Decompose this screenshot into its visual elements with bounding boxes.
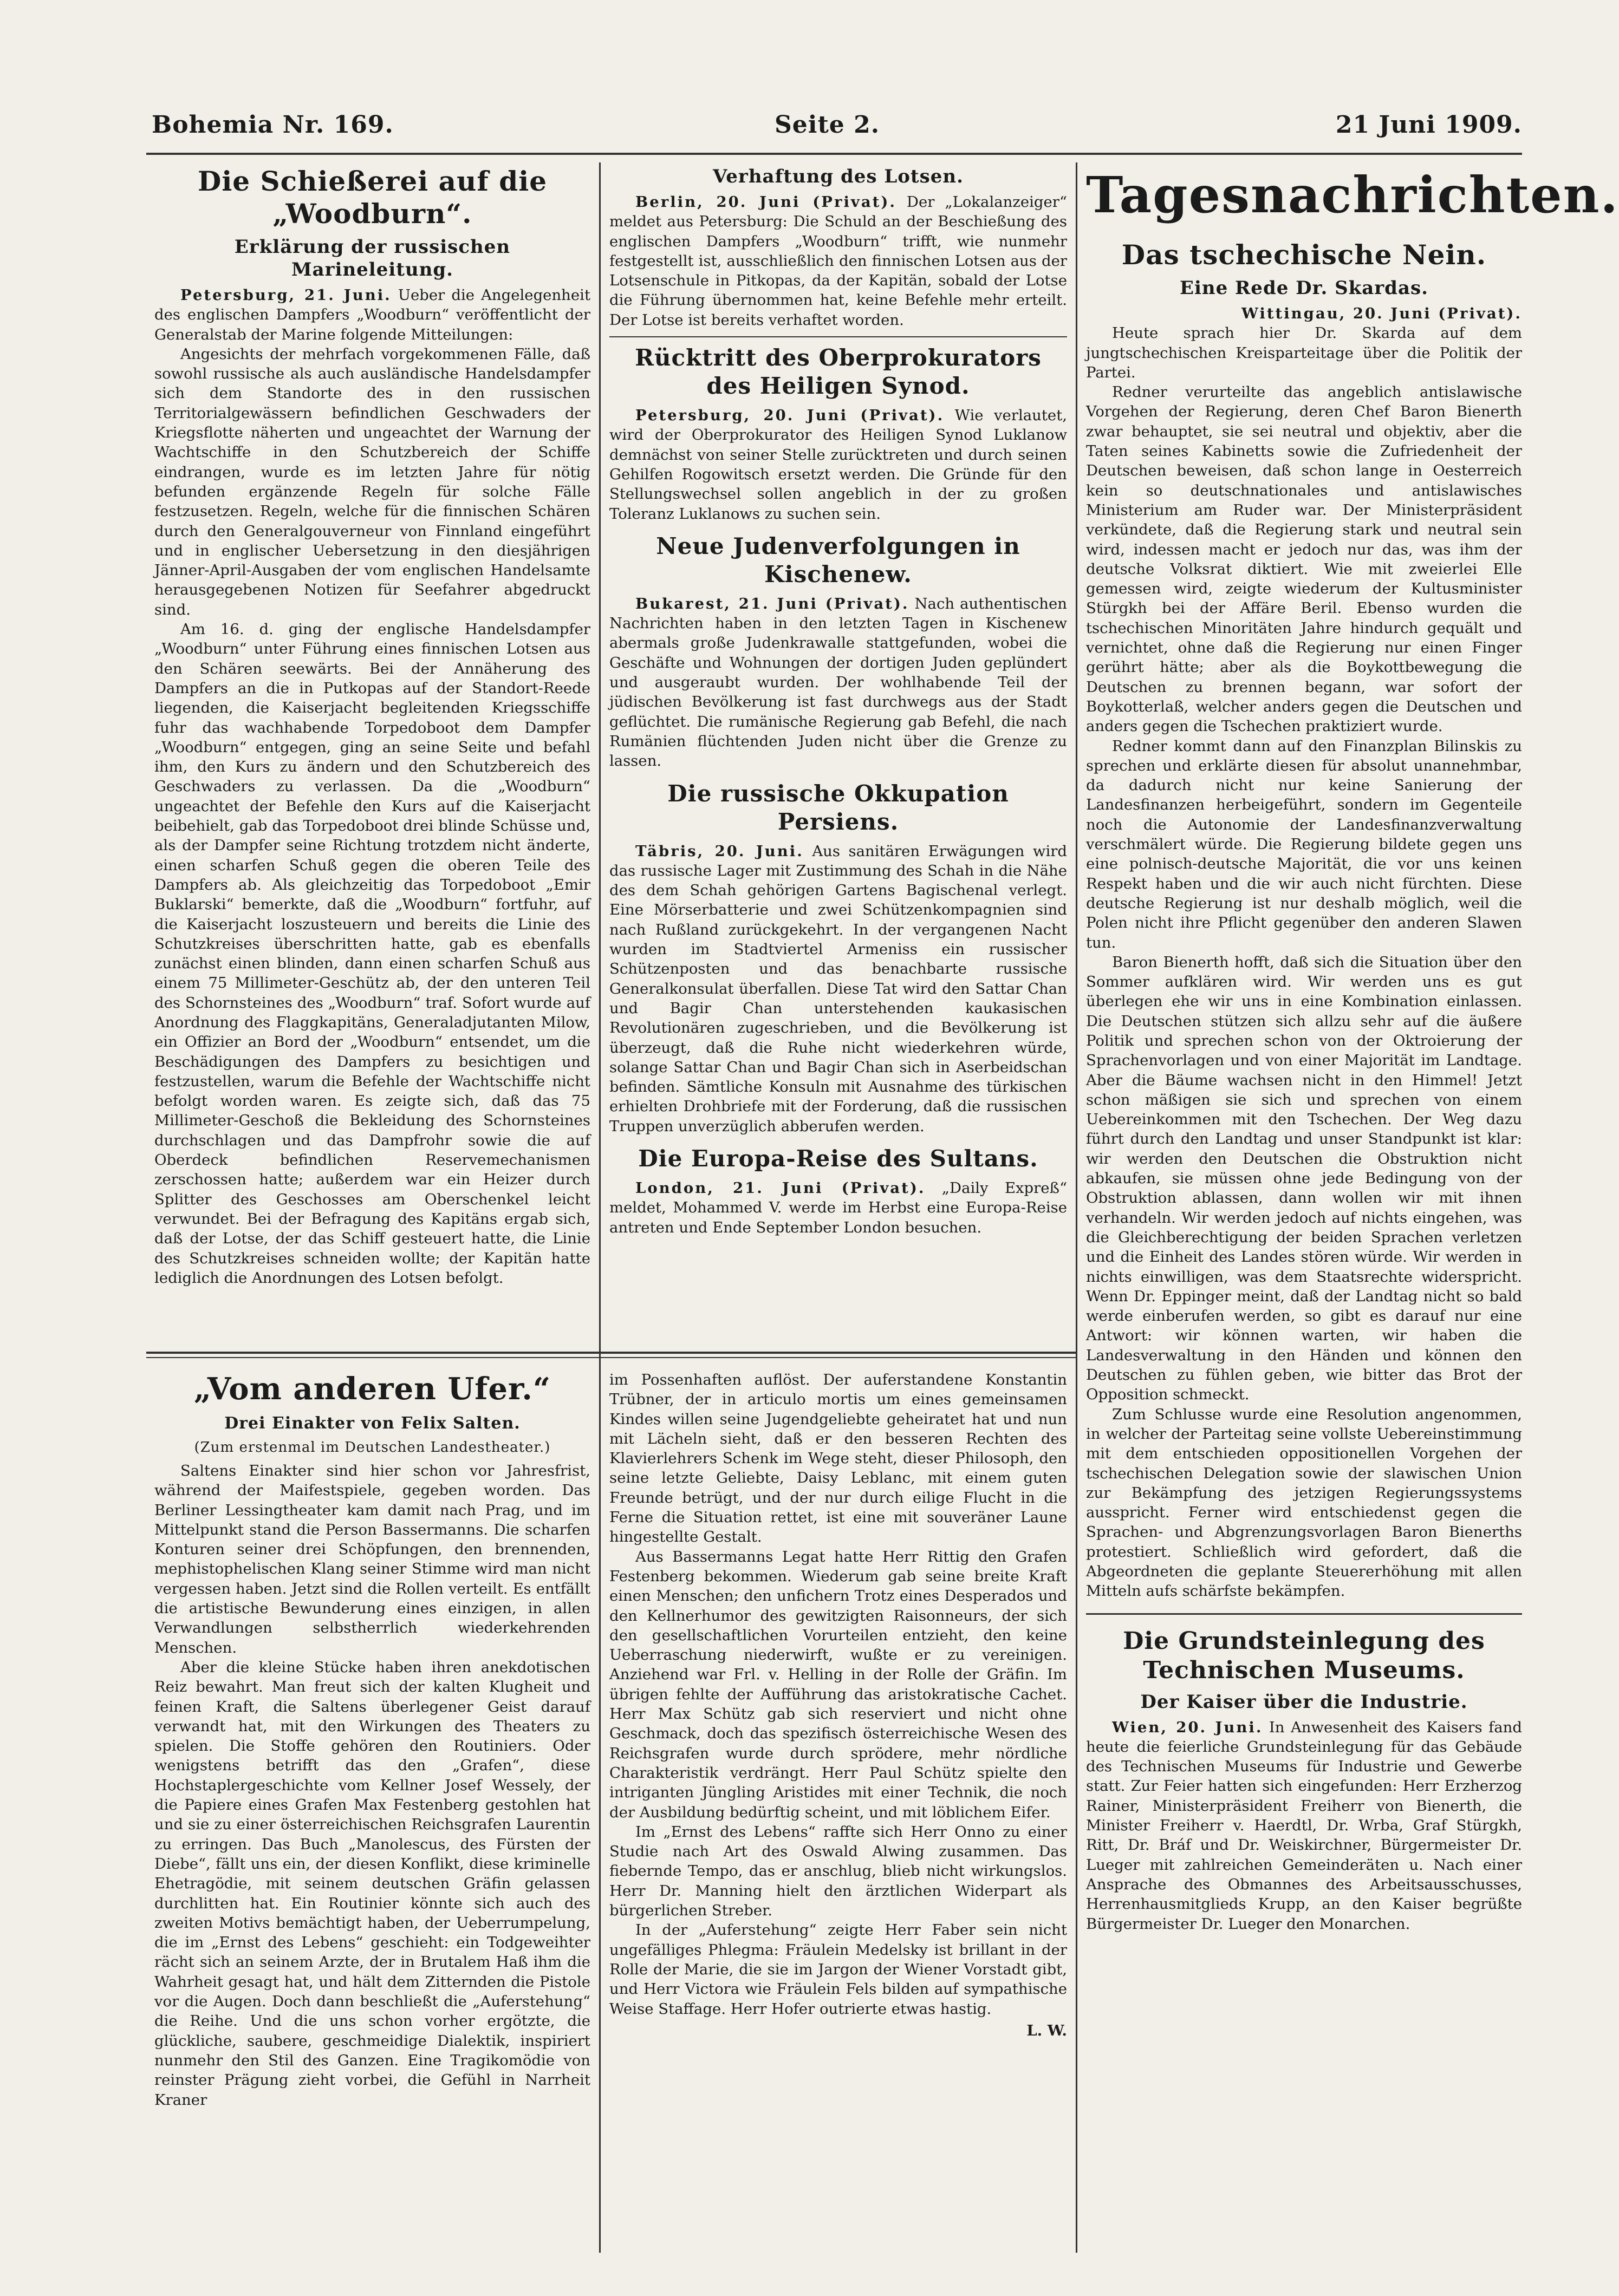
nein-paragraph: Heute sprach hier Dr. Skarda auf dem jungtschechischen Kreisparteitage über die Politik der Partei. [1086,324,1522,381]
feuilleton-title: „Vom anderen Ufer.“ [193,1371,551,1407]
woodburn-paragraph: Angesichts der mehrfach vorgekommenen Fälle, daß sowohl russische als auch ausländische Handelsdampfer sich dem Standorte des in den russischen Territorialgewässern befindlichen Geschwaders der Kriegsflotte näherten und ungeachtet der Warnung der Wachtschiffe in den Schutzbereich der Schiffe eindrangen, wurde es im letzten Jahre für nötig befunden ergänzende Regeln für solche Fälle festzusetzen. Regeln, welche für die finnischen Schären durch den Generalgouverneur von Finnland eingeführt und in englischer Uebersetzung in den diesjährigen Jänner-April-Ausgaben der vom englischen Handelsamte herausgegebenen Notizen für Seefahrer abgedruckt sind. [154,345,590,618]
feuilleton-paragraph: Saltens Einakter sind hier schon vor Jahresfrist, während der Maifestspiele, gegeben worden. Das Berliner Lessingtheater kam damit nach Prag, und im Mittelpunkt stand die Person Bassermanns. Die scharfen Konturen seiner drei Schöpfungen, den brennenden, mephistophelischen Klang seiner Stimme wird man nicht vergessen haben. Jetzt sind die Rollen verteilt. Es entfällt die artistische Bewunderung eines einzigen, in allen Verwandlungen selbstherrlich wiederkehrenden Menschen. [154,1462,590,1656]
issue-date: 21 Juni 1909. [1335,111,1522,139]
woodburn-dateline: Petersburg, 21. Juni. [180,286,392,304]
nein-paragraph: Redner verurteilte das angeblich antislawische Vorgehen der Regierung, deren Chef Baron Bienerth zwar behauptet, sie sei neutral und objektiv, aber die Taten seines Kabinetts sowie die Zufriedenheit der Deutschen beweisen, daß schon lange in Oesterreich kein so deutschnationales und antislawisches Ministerium am Ruder war. Der Ministerpräsident verkündete, daß die Regierung stark und neutral sein wird, indessen macht er jedoch nur das, was ihm der deutsche Volksrat diktiert. Wie mit zweierlei Elle gemessen wird, zeigte wiederum der Kultusminister Stürgkh bei der Affäre Beril. Ebenso wurden die tschechischen Minoritäten Jahre hindurch gequält und vernichtet, ohne daß die Regierung nur einen Finger gerührt hätte; aber als die Boykottbewegung die Deutschen zu brennen begann, war sofort der Boykotterlaß, welcher anders gegen die Deutschen und anders gegen die Tschechen praktiziert wurde. [1086,383,1522,735]
masthead-issue: Bohemia Nr. 169. [152,111,394,139]
kischenew-headline: Neue Judenverfolgungen in Kischenew. [656,532,1020,588]
lotse-text: Berlin, 20. Juni (Privat). Der „Lokalanzeiger“ meldet aus Petersburg: Die Schuld an der Beschießung des englischen Dampfers „Woodburn“ trifft, wie nunmehr festgestellt ist, ausschließlich den finnischen Lotsen aus der Lotsenschule in Pitkopas, da der Kapitän, sobald der Lotse die Führung übernommen hat, keine Befehle mehr erteilt. Der Lotse ist bereits verhaftet worden. [609,193,1067,329]
section-title-tagesnachrichten: Tagesnachrichten. [1086,166,1619,224]
feuilleton-paragraph: im Possenhaften auflöst. Der auferstandene Konstantin Trübner, der in articulo mortis um eines gemeinsamen Kindes willen seine Jugendgeliebte geheiratet hat und nun mit Lächeln sieht, daß er den besseren Rechten des Klavierlehrers Schenk im Wege steht, dieser Philosoph, den seine letzte Geliebte, Daisy Leblanc, mit einem guten Freunde betrügt, und der nur durch eilige Flucht in die Ferne die Situation rettet, ist eine mit souveräner Laune hingestellte Gestalt. [609,1371,1067,1546]
column-3-tagesnachrichten [1086,165,1619,2255]
feuilleton-rule-2 [146,1357,1076,1358]
feuilleton-rule [146,1352,1076,1354]
feuilleton-subtitle: Drei Einakter von Felix Salten. [224,1414,521,1433]
nein-paragraph: Baron Bienerth hofft, daß sich die Situation über den Sommer aufklären wird. Wir werden uns es gut überlegen ehe wir uns in eine Kombination einlassen. Die Deutschen stützen sich allzu sehr auf die äußere Politik und sprechen schon von der Oktroierung der Sprachenvorlagen und von einer Majorität im Landtage. Aber die Bäume wachsen nicht in den Himmel! Jetzt schon mäßigen sie sich und sprechen von einem Uebereinkommen mit den Tschechen. Der Weg dazu führt durch den Landtag und unser Standpunkt ist klar: wir werden den Deutschen die Obstruktion nicht abkaufen, sie müssen ohne jede Bedingung von der Obstruktion ablassen, dann wollen wir mit ihnen verhandeln. Wir werden jedoch auf nichts eingehen, was die Gleichberechtigung der beiden Sprachen verletzen und die Einheit des Landes stören würde. Wir werden in nichts einwilligen, was dem Staatsrechte widerspricht. Wenn Dr. Eppinger meint, daß der Landtag nicht so bald werde einberufen werden, so gibt es darauf nur eine Antwort: wir können warten, wir haben die Landesverwaltung in den Händen und können den Deutschen zu fühlen geben, wie bitter das Brot der Opposition schmeckt. [1086,953,1522,1404]
column-1-woodburn-article [154,165,590,1340]
feuilleton-paragraph: Im „Ernst des Lebens“ raffte sich Herr Onno zu einer Studie nach Art des Oswald Alwing zusammen. Das fiebernde Tempo, das er anschlug, blieb nicht wirkungslos. Herr Dr. Manning hielt den ärztlichen Widerpart als bürgerlichen Streber. [609,1823,1067,1920]
nein-paragraph: Redner kommt dann auf den Finanzplan Bilinskis zu sprechen und erklärte diesen für absolut unannehmbar, da dadurch nicht nur keine Sanierung der Landesfinanzen herbeigeführt, sondern im Gegenteile noch die Autonomie der Landesfinanzverwaltung verschmälert würde. Die Regierung bildete gegen uns eine polnisch-deutsche Majorität, die vor uns keinen Respekt haben und die wir auch nicht fürchten. Diese deutsche Regierung ist nur deshalb möglich, weil die Polen nicht ihre Pflicht gegenüber den anderen Slawen tun. [1086,737,1522,951]
feuilleton-signature: L. W. [1026,2021,1067,2039]
feuilleton-paragraph: Aus Bassermanns Legat hatte Herr Rittig den Grafen Festenberg bekommen. Wiederum gab seine breite Kraft einen Menschen; den unfichern Trotz eines Desperados und den Kellnerhumor des gewitzigten Raisonneurs, der sich den gesellschaftlichen Vorurteilen entzieht, den keine Ueberraschung niederwirft, wußte er zu vereinigen. Anziehend war Frl. v. Helling in der Rolle der Gräfin. Im übrigen fehlte der Aufführung das aristokratische Cachet. Herr Max Schütz gab sich reserviert und nicht ohne Geschmack, doch das spezifisch österreichische Wesen des Reichsgrafen wurde durch sprödere, mehr nördliche Charakteristik verdrängt. Herr Paul Schütz spielte den intriganten Jüngling Aristides mit einer Technik, die noch der Ausbildung bedürftig scheint, und mit löblichem Eifer. [609,1548,1067,1821]
column-rule-2 [1076,162,1077,2253]
nein-headline: Das tschechische Nein. [1121,239,1487,271]
feuilleton-left [154,1370,590,2215]
museum-subtitle: Der Kaiser über die Industrie. [1140,1691,1468,1713]
article-divider [609,336,1067,337]
woodburn-intro: Petersburg, 21. Juni. Ueber die Angelegenheit des englischen Dampfers „Woodburn“ veröffentlicht der Generalstab der Marine folgende Mitteilungen: [154,286,590,343]
article-divider [1086,1613,1522,1615]
page-header [146,111,1522,149]
nein-paragraph: Zum Schlusse wurde eine Resolution angenommen, in welcher der Parteitag seine vollste Uebereinstimmung mit dem entschieden oppositionellen Vorgehen der tschechischen Delegation sowie der slawischen Union zur Bekämpfung des jetzigen Regierungssystems ausspricht. Ferner wird entschiedenst gegen die Sprachen- und Abgrenzungsvorlagen Baron Bienerths protestiert. Schließlich wird gefordert, daß die Abgeordneten die geplante Steuererhöhung mit allen Mitteln aufs schärfste bekämpfen. [1086,1405,1522,1600]
page-number: Seite 2. [775,111,880,139]
woodburn-paragraph: Am 16. d. ging der englische Handelsdampfer „Woodburn“ unter Führung eines finnischen Lotsen aus den Schären seewärts. Bei der Annäherung des Dampfers an die in Putkopas auf der Standort-Reede liegenden, die Kaiserjacht begleitenden Kriegsschiffe fuhr das wachhabende Torpedoboot dem Dampfer „Woodburn“ entgegen, ging an seine Seite und befahl ihm, den Kurs zu ändern und den Schutzbereich des Geschwaders zu verlassen. Da die „Woodburn“ ungeachtet der Befehle den Kurs auf die Kaiserjacht beibehielt, gab das Torpedoboot drei blinde Schüsse und, als der Dampfer seine Richtung trotzdem nicht änderte, einen scharfen Schuß gegen die oberen Teile des Dampfers ab. Als gleichzeitig das Torpedoboot „Emir Buklarski“ bemerkte, daß die „Woodburn“ fortfuhr, auf die Kaiserjacht loszusteuern und bereits die Linie des Schutzkreises überschritten hatte, gab es ebenfalls zunächst einen blinden, dann einen scharfen Schuß aus einem 75 Millimeter-Geschütz ab, der den unteren Teil des Schornsteines des „Woodburn“ traf. Sofort wurde auf Anordnung des Flaggkapitäns, Generaladjutanten Milow, ein Offizier an Bord der „Woodburn“ entsendet, um die Beschädigungen des Dampfers zu besichtigen und festzustellen, warum die Befehle der Wachtschiffe nicht befolgt worden waren. Es zeigte sich, daß das 75 Millimeter-Geschoß die Bekleidung des Schornsteines durchschlagen und das Dampfrohr sowie die auf Oberdeck befindlichen Reservemechanismen zerschossen hatte; außerdem war ein Heizer durch Splitter des Geschosses am Oberschenkel leicht verwundet. Bei der Befragung des Kapitäns ergab sich, daß der Lotse, der das Schiff gesteuert hatte, die Linie des Schutzkreises schneiden wollte; der Kapitän hatte lediglich die Anordnungen des Lotsen befolgt. [154,621,590,1287]
feuilleton-middle [609,1370,1067,2215]
feuilleton-note: (Zum erstenmal im Deutschen Landestheater.) [194,1439,551,1456]
museum-text: Wien, 20. Juni. In Anwesenheit des Kaisers fand heute die feierliche Grundsteinlegung für das Gebäude des Technischen Museums für Industrie und Gewerbe statt. Zur Feier hatten sich eingefunden: Herr Erzherzog Rainer, Ministerpräsident Freiherr von Bienerth, die Minister Freiherr v. Haerdtl, Dr. Wrba, Graf Stürgkh, Ritt, Dr. Bráf und Dr. Weiskirchner, Bürgermeister Dr. Lueger mit zahlreichen Gemeinderäten u. Nach einer Ansprache des Obmannes des Arbeitsausschusses, Herrenhausmitglieds Krupp, an den Kaiser begrüßte Bürgermeister Dr. Lueger den Monarchen. [1086,1718,1522,1933]
lotse-headline: Verhaftung des Lotsen. [713,166,964,187]
persien-headline: Die russische Okkupation Persiens. [667,780,1009,835]
synod-text: Petersburg, 20. Juni (Privat). Wie verlautet, wird der Oberprokurator des Heiligen Synod Luklanow demnächst von seiner Stelle zurücktreten und durch seinen Gehilfen Rogowitsch ersetzt werden. Die Gründe für den Stellungswechsel sollen angeblich in der zu großen Toleranz Luklanows zu suchen sein. [609,407,1067,523]
museum-headline: Die Grundsteinlegung des Technischen Museums. [1123,1627,1485,1684]
feuilleton-paragraph: Aber die kleine Stücke haben ihren anekdotischen Reiz bewahrt. Man freut sich der kalten Klugheit und feinen Kraft, die Saltens überlegener Geist darauf verwandt hat, mit den Wirkungen des Theaters zu spielen. Die Stoffe gehören den Routiniers. Oder wenigstens betrifft das den „Grafen“, diese Hochstaplergeschichte vom Kellner Josef Wessely, der die Papiere eines Grafen Max Festenberg gestohlen hat und sie zu einer österreichischen Reichsgrafen Laurentin zu erringen. Das Buch „Manolescus, des Fürsten der Diebe“, fällt uns ein, der diesen Konflikt, diese kriminelle Ehetragödie, mit seinem deutschen Gräfin gelassen durchlitten hat. Ein Routinier könnte sich auch des zweiten Motivs bemächtigt haben, der Ueberrumpelung, die im „Ernst des Lebens“ geschieht: ein Todgeweihter rächt sich an seinem Arzte, der in Brutalem Haß ihm die Wahrheit gesagt hat, und hält dem Zitternden die Pistole vor die Augen. Doch dann beschließt die „Auferstehung“ die Reihe. Und die uns schon vorher ergötzte, die glückliche, saubere, geschmeidige Dialektik, inspiriert nunmehr den Stil des Ganzen. Eine Tragikomödie von reinster Prägung zieht vorbei, die Gefühl in Narrheit Kraner [154,1658,590,2109]
column-rule-1 [599,162,601,2253]
feuilleton-paragraph: In der „Auferstehung“ zeigte Herr Faber sein nicht ungefälliges Phlegma: Fräulein Medelsky ist brillant in der Rolle der Marie, die sie im Jargon der Wiener Vorstadt gibt, und Herr Victora wie Fräulein Fels bilden auf sympathische Weise Staffage. Herr Hofer outrierte etwas hastig. [609,1921,1067,2018]
persien-text: Täbris, 20. Juni. Aus sanitären Erwägungen wird das russische Lager mit Zustimmung des Schah in die Nähe des dem Schah gehörigen Gartens Bagischenal verlegt. Eine Mörserbatterie und zwei Schützenkompagnien sind nach Rußland zurückgekehrt. In der vergangenen Nacht wurden im Stadtviertel Armeniss ein russischer Schützenposten und das benachbarte russische Generalkonsulat überfallen. Diese Tat wird den Sattar Chan und Bagir Chan unterstehenden kaukasischen Revolutionären zugeschrieben, und die Bevölkerung ist überzeugt, daß die Ruhe nicht wiederkehren würde, solange Sattar Chan und Bagir Chan sich in Aserbeidschan befinden. Sämtliche Konsuln mit Ausnahme des türkischen erhielten Drohbriefe mit der Forderung, daß die russischen Truppen unverzüglich abberufen werden. [609,842,1067,1135]
nein-dateline: Wittingau, 20. Juni (Privat). [1241,305,1522,322]
column-2-news [609,165,1067,1343]
nein-subtitle: Eine Rede Dr. Skardas. [1180,277,1428,299]
woodburn-subtitle: Erklärung der russischen Marineleitung. [234,236,511,281]
sultan-text: London, 21. Juni (Privat). „Daily Expreß“ meldet, Mohammed V. werde im Herbst eine Europa-Reise antreten und Ende September London besuchen. [609,1179,1067,1236]
woodburn-headline: Die Schießerei auf die „Woodburn“. [197,165,548,230]
kischenew-text: Bukarest, 21. Juni (Privat). Nach authentischen Nachrichten haben in den letzten Tagen in Kischenew abermals große Judenkrawalle stattgefunden, wobei die Geschäfte und Wohnungen der dortigen Juden geplündert und ausgeraubt wurden. Der wohlhabende Teil der jüdischen Bevölkerung ist fast durchwegs aus der Stadt geflüchtet. Die rumänische Regierung gab Befehl, die nach Rumänien flüchtenden Juden nicht über die Grenze zu lassen. [609,595,1067,770]
sultan-headline: Die Europa-Reise des Sultans. [638,1145,1038,1172]
synod-headline: Rücktritt des Oberprokurators des Heiligen Synod. [635,344,1042,400]
header-rule [146,153,1522,155]
